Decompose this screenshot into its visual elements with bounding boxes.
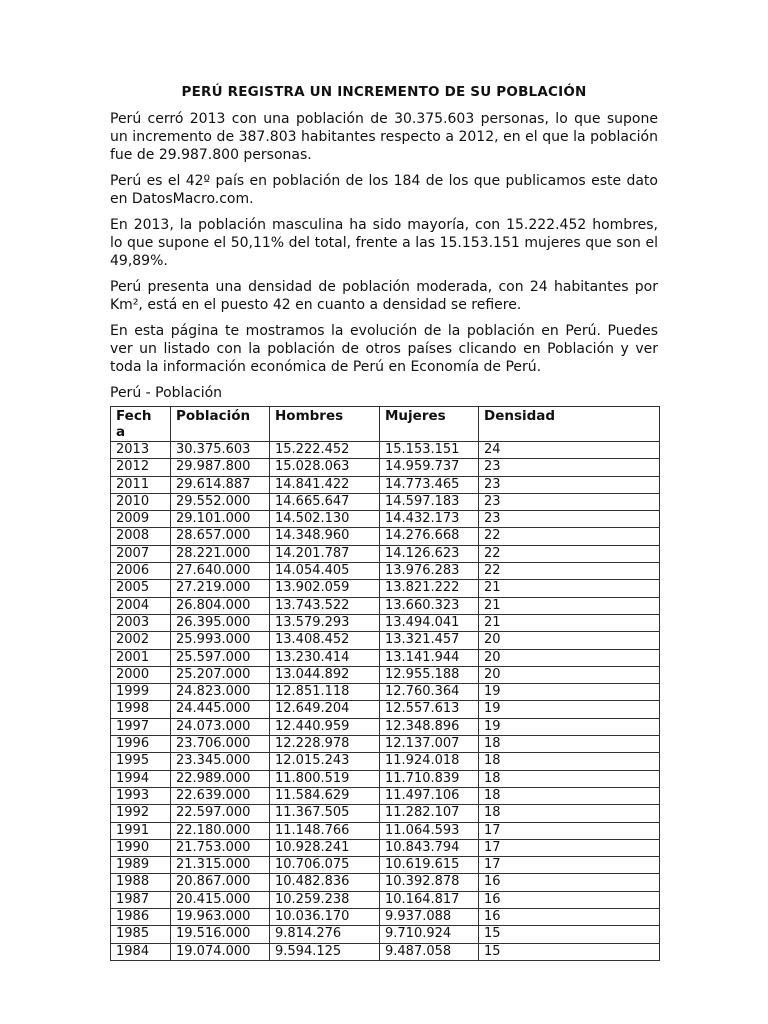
cell-densidad: 20 bbox=[479, 649, 660, 666]
cell-mujeres: 13.321.457 bbox=[380, 632, 479, 649]
cell-densidad: 17 bbox=[479, 822, 660, 839]
cell-fecha: 1991 bbox=[111, 822, 171, 839]
cell-poblacion: 20.867.000 bbox=[171, 874, 270, 891]
header-poblacion: Población bbox=[171, 407, 270, 442]
table-row bbox=[111, 943, 660, 960]
cell-densidad: 18 bbox=[479, 753, 660, 770]
document-title: PERÚ REGISTRA UN INCREMENTO DE SU POBLACIÓN bbox=[181, 84, 587, 100]
cell-mujeres: 12.348.896 bbox=[380, 718, 479, 735]
table-row bbox=[111, 476, 660, 493]
cell-hombres: 10.706.075 bbox=[270, 857, 380, 874]
cell-hombres: 10.482.836 bbox=[270, 874, 380, 891]
table-row bbox=[111, 511, 660, 528]
cell-hombres: 10.036.170 bbox=[270, 909, 380, 926]
table-row bbox=[111, 632, 660, 649]
cell-densidad: 18 bbox=[479, 736, 660, 753]
cell-mujeres: 10.392.878 bbox=[380, 874, 479, 891]
cell-mujeres: 12.955.188 bbox=[380, 666, 479, 683]
cell-mujeres: 11.064.593 bbox=[380, 822, 479, 839]
cell-fecha: 1993 bbox=[111, 787, 171, 804]
cell-mujeres: 14.959.737 bbox=[380, 459, 479, 476]
cell-fecha: 2006 bbox=[111, 563, 171, 580]
cell-fecha: 2010 bbox=[111, 493, 171, 510]
cell-hombres: 13.230.414 bbox=[270, 649, 380, 666]
cell-densidad: 22 bbox=[479, 563, 660, 580]
cell-poblacion: 26.804.000 bbox=[171, 597, 270, 614]
cell-mujeres: 15.153.151 bbox=[380, 442, 479, 459]
table-row bbox=[111, 666, 660, 683]
cell-hombres: 14.201.787 bbox=[270, 545, 380, 562]
cell-densidad: 22 bbox=[479, 528, 660, 545]
table-caption: Perú - Población bbox=[110, 385, 223, 401]
cell-fecha: 2008 bbox=[111, 528, 171, 545]
cell-mujeres: 14.432.173 bbox=[380, 511, 479, 528]
cell-mujeres: 14.597.183 bbox=[380, 493, 479, 510]
cell-hombres: 14.841.422 bbox=[270, 476, 380, 493]
cell-mujeres: 9.710.924 bbox=[380, 926, 479, 943]
cell-hombres: 11.584.629 bbox=[270, 787, 380, 804]
cell-hombres: 10.259.238 bbox=[270, 891, 380, 908]
table-row bbox=[111, 442, 660, 459]
cell-fecha: 2001 bbox=[111, 649, 171, 666]
cell-poblacion: 22.180.000 bbox=[171, 822, 270, 839]
cell-densidad: 20 bbox=[479, 632, 660, 649]
cell-densidad: 16 bbox=[479, 909, 660, 926]
cell-hombres: 12.851.118 bbox=[270, 684, 380, 701]
cell-hombres: 15.222.452 bbox=[270, 442, 380, 459]
cell-poblacion: 22.597.000 bbox=[171, 805, 270, 822]
cell-densidad: 23 bbox=[479, 511, 660, 528]
cell-fecha: 1989 bbox=[111, 857, 171, 874]
cell-densidad: 21 bbox=[479, 597, 660, 614]
cell-hombres: 14.665.647 bbox=[270, 493, 380, 510]
cell-hombres: 10.928.241 bbox=[270, 839, 380, 856]
cell-densidad: 22 bbox=[479, 545, 660, 562]
cell-hombres: 13.902.059 bbox=[270, 580, 380, 597]
cell-poblacion: 24.445.000 bbox=[171, 701, 270, 718]
cell-mujeres: 13.976.283 bbox=[380, 563, 479, 580]
cell-densidad: 23 bbox=[479, 476, 660, 493]
paragraph-density: Perú presenta una densidad de población moderada, con 24 habitantes por Km², está en el puesto 42 en cuanto a densidad se refiere. bbox=[110, 279, 658, 313]
cell-fecha: 2000 bbox=[111, 666, 171, 683]
cell-densidad: 18 bbox=[479, 770, 660, 787]
cell-densidad: 16 bbox=[479, 874, 660, 891]
table-row bbox=[111, 649, 660, 666]
cell-poblacion: 23.345.000 bbox=[171, 753, 270, 770]
cell-densidad: 21 bbox=[479, 614, 660, 631]
table-row bbox=[111, 718, 660, 735]
cell-fecha: 2013 bbox=[111, 442, 171, 459]
cell-poblacion: 28.657.000 bbox=[171, 528, 270, 545]
cell-mujeres: 11.282.107 bbox=[380, 805, 479, 822]
table-row bbox=[111, 614, 660, 631]
table-row bbox=[111, 528, 660, 545]
table-row bbox=[111, 459, 660, 476]
cell-fecha: 1995 bbox=[111, 753, 171, 770]
cell-hombres: 13.743.522 bbox=[270, 597, 380, 614]
cell-fecha: 2012 bbox=[111, 459, 171, 476]
cell-mujeres: 11.924.018 bbox=[380, 753, 479, 770]
cell-mujeres: 10.619.615 bbox=[380, 857, 479, 874]
cell-mujeres: 12.137.007 bbox=[380, 736, 479, 753]
header-mujeres: Mujeres bbox=[380, 407, 479, 442]
header-densidad: Densidad bbox=[479, 407, 660, 442]
table-row bbox=[111, 926, 660, 943]
cell-hombres: 14.348.960 bbox=[270, 528, 380, 545]
table-row bbox=[111, 736, 660, 753]
cell-fecha: 1996 bbox=[111, 736, 171, 753]
cell-hombres: 13.408.452 bbox=[270, 632, 380, 649]
table-row bbox=[111, 909, 660, 926]
cell-poblacion: 24.073.000 bbox=[171, 718, 270, 735]
cell-hombres: 12.440.959 bbox=[270, 718, 380, 735]
cell-poblacion: 25.207.000 bbox=[171, 666, 270, 683]
cell-fecha: 1992 bbox=[111, 805, 171, 822]
cell-densidad: 16 bbox=[479, 891, 660, 908]
cell-densidad: 17 bbox=[479, 839, 660, 856]
cell-hombres: 14.502.130 bbox=[270, 511, 380, 528]
cell-poblacion: 22.639.000 bbox=[171, 787, 270, 804]
cell-hombres: 12.649.204 bbox=[270, 701, 380, 718]
cell-poblacion: 27.219.000 bbox=[171, 580, 270, 597]
cell-mujeres: 14.276.668 bbox=[380, 528, 479, 545]
cell-mujeres: 10.164.817 bbox=[380, 891, 479, 908]
table-header-row bbox=[111, 407, 660, 442]
cell-densidad: 23 bbox=[479, 459, 660, 476]
cell-densidad: 15 bbox=[479, 943, 660, 960]
table-row bbox=[111, 874, 660, 891]
cell-mujeres: 13.141.944 bbox=[380, 649, 479, 666]
cell-densidad: 23 bbox=[479, 493, 660, 510]
cell-poblacion: 30.375.603 bbox=[171, 442, 270, 459]
cell-poblacion: 19.074.000 bbox=[171, 943, 270, 960]
cell-hombres: 14.054.405 bbox=[270, 563, 380, 580]
cell-mujeres: 12.557.613 bbox=[380, 701, 479, 718]
cell-mujeres: 14.126.623 bbox=[380, 545, 479, 562]
cell-poblacion: 23.706.000 bbox=[171, 736, 270, 753]
table-row bbox=[111, 545, 660, 562]
table-row bbox=[111, 597, 660, 614]
paragraph-intro: Perú cerró 2013 con una población de 30.375.603 personas, lo que supone un incremento de 387.803 habitantes respecto a 2012, en el que la población fue de 29.987.800 personas. bbox=[110, 111, 658, 163]
cell-mujeres: 14.773.465 bbox=[380, 476, 479, 493]
table-row bbox=[111, 684, 660, 701]
table-row bbox=[111, 891, 660, 908]
cell-poblacion: 19.963.000 bbox=[171, 909, 270, 926]
cell-mujeres: 13.494.041 bbox=[380, 614, 479, 631]
cell-poblacion: 21.315.000 bbox=[171, 857, 270, 874]
cell-densidad: 15 bbox=[479, 926, 660, 943]
table-row bbox=[111, 563, 660, 580]
cell-fecha: 2009 bbox=[111, 511, 171, 528]
cell-poblacion: 19.516.000 bbox=[171, 926, 270, 943]
cell-poblacion: 29.987.800 bbox=[171, 459, 270, 476]
cell-fecha: 1984 bbox=[111, 943, 171, 960]
cell-hombres: 15.028.063 bbox=[270, 459, 380, 476]
paragraph-gender: En 2013, la población masculina ha sido mayoría, con 15.222.452 hombres, lo que supone el 50,11% del total, frente a las 15.153.151 mujeres que son el 49,89%. bbox=[110, 217, 658, 269]
table-row bbox=[111, 701, 660, 718]
cell-mujeres: 9.937.088 bbox=[380, 909, 479, 926]
cell-densidad: 19 bbox=[479, 701, 660, 718]
cell-hombres: 11.148.766 bbox=[270, 822, 380, 839]
cell-mujeres: 11.710.839 bbox=[380, 770, 479, 787]
cell-poblacion: 21.753.000 bbox=[171, 839, 270, 856]
cell-poblacion: 29.101.000 bbox=[171, 511, 270, 528]
cell-mujeres: 13.660.323 bbox=[380, 597, 479, 614]
cell-hombres: 12.015.243 bbox=[270, 753, 380, 770]
cell-poblacion: 25.993.000 bbox=[171, 632, 270, 649]
cell-mujeres: 12.760.364 bbox=[380, 684, 479, 701]
population-table bbox=[110, 406, 660, 961]
header-hombres: Hombres bbox=[270, 407, 380, 442]
table-row bbox=[111, 493, 660, 510]
cell-fecha: 1985 bbox=[111, 926, 171, 943]
cell-fecha: 2002 bbox=[111, 632, 171, 649]
cell-mujeres: 13.821.222 bbox=[380, 580, 479, 597]
cell-hombres: 11.800.519 bbox=[270, 770, 380, 787]
table-row bbox=[111, 580, 660, 597]
cell-hombres: 12.228.978 bbox=[270, 736, 380, 753]
table-row bbox=[111, 805, 660, 822]
cell-poblacion: 22.989.000 bbox=[171, 770, 270, 787]
cell-fecha: 2011 bbox=[111, 476, 171, 493]
cell-poblacion: 25.597.000 bbox=[171, 649, 270, 666]
table-row bbox=[111, 787, 660, 804]
cell-densidad: 19 bbox=[479, 684, 660, 701]
cell-poblacion: 28.221.000 bbox=[171, 545, 270, 562]
cell-densidad: 18 bbox=[479, 787, 660, 804]
cell-hombres: 13.044.892 bbox=[270, 666, 380, 683]
table-row bbox=[111, 822, 660, 839]
cell-densidad: 18 bbox=[479, 805, 660, 822]
cell-poblacion: 26.395.000 bbox=[171, 614, 270, 631]
cell-hombres: 11.367.505 bbox=[270, 805, 380, 822]
table-row bbox=[111, 839, 660, 856]
cell-hombres: 13.579.293 bbox=[270, 614, 380, 631]
paragraph-evolution: En esta página te mostramos la evolución de la población en Perú. Puedes ver un listado con la población de otros países clicando en Población y ver toda la información económica de Perú en Economía de Perú. bbox=[110, 323, 658, 375]
cell-densidad: 24 bbox=[479, 442, 660, 459]
cell-hombres: 9.594.125 bbox=[270, 943, 380, 960]
cell-fecha: 1998 bbox=[111, 701, 171, 718]
header-fecha: Fech a bbox=[111, 407, 171, 442]
table-row bbox=[111, 770, 660, 787]
cell-fecha: 1999 bbox=[111, 684, 171, 701]
cell-densidad: 19 bbox=[479, 718, 660, 735]
cell-densidad: 17 bbox=[479, 857, 660, 874]
table-body bbox=[111, 442, 660, 961]
cell-poblacion: 29.614.887 bbox=[171, 476, 270, 493]
cell-densidad: 21 bbox=[479, 580, 660, 597]
cell-mujeres: 10.843.794 bbox=[380, 839, 479, 856]
cell-mujeres: 11.497.106 bbox=[380, 787, 479, 804]
cell-poblacion: 20.415.000 bbox=[171, 891, 270, 908]
cell-fecha: 1994 bbox=[111, 770, 171, 787]
paragraph-ranking: Perú es el 42º país en población de los 184 de los que publicamos este dato en DatosMacro.com. bbox=[110, 173, 658, 207]
cell-densidad: 20 bbox=[479, 666, 660, 683]
table-row bbox=[111, 857, 660, 874]
document-page bbox=[110, 82, 658, 961]
cell-fecha: 1990 bbox=[111, 839, 171, 856]
cell-hombres: 9.814.276 bbox=[270, 926, 380, 943]
cell-fecha: 1986 bbox=[111, 909, 171, 926]
cell-fecha: 1987 bbox=[111, 891, 171, 908]
cell-poblacion: 29.552.000 bbox=[171, 493, 270, 510]
cell-poblacion: 27.640.000 bbox=[171, 563, 270, 580]
cell-poblacion: 24.823.000 bbox=[171, 684, 270, 701]
cell-fecha: 1997 bbox=[111, 718, 171, 735]
cell-fecha: 2003 bbox=[111, 614, 171, 631]
cell-fecha: 2004 bbox=[111, 597, 171, 614]
cell-fecha: 2007 bbox=[111, 545, 171, 562]
cell-fecha: 1988 bbox=[111, 874, 171, 891]
cell-mujeres: 9.487.058 bbox=[380, 943, 479, 960]
cell-fecha: 2005 bbox=[111, 580, 171, 597]
table-row bbox=[111, 753, 660, 770]
